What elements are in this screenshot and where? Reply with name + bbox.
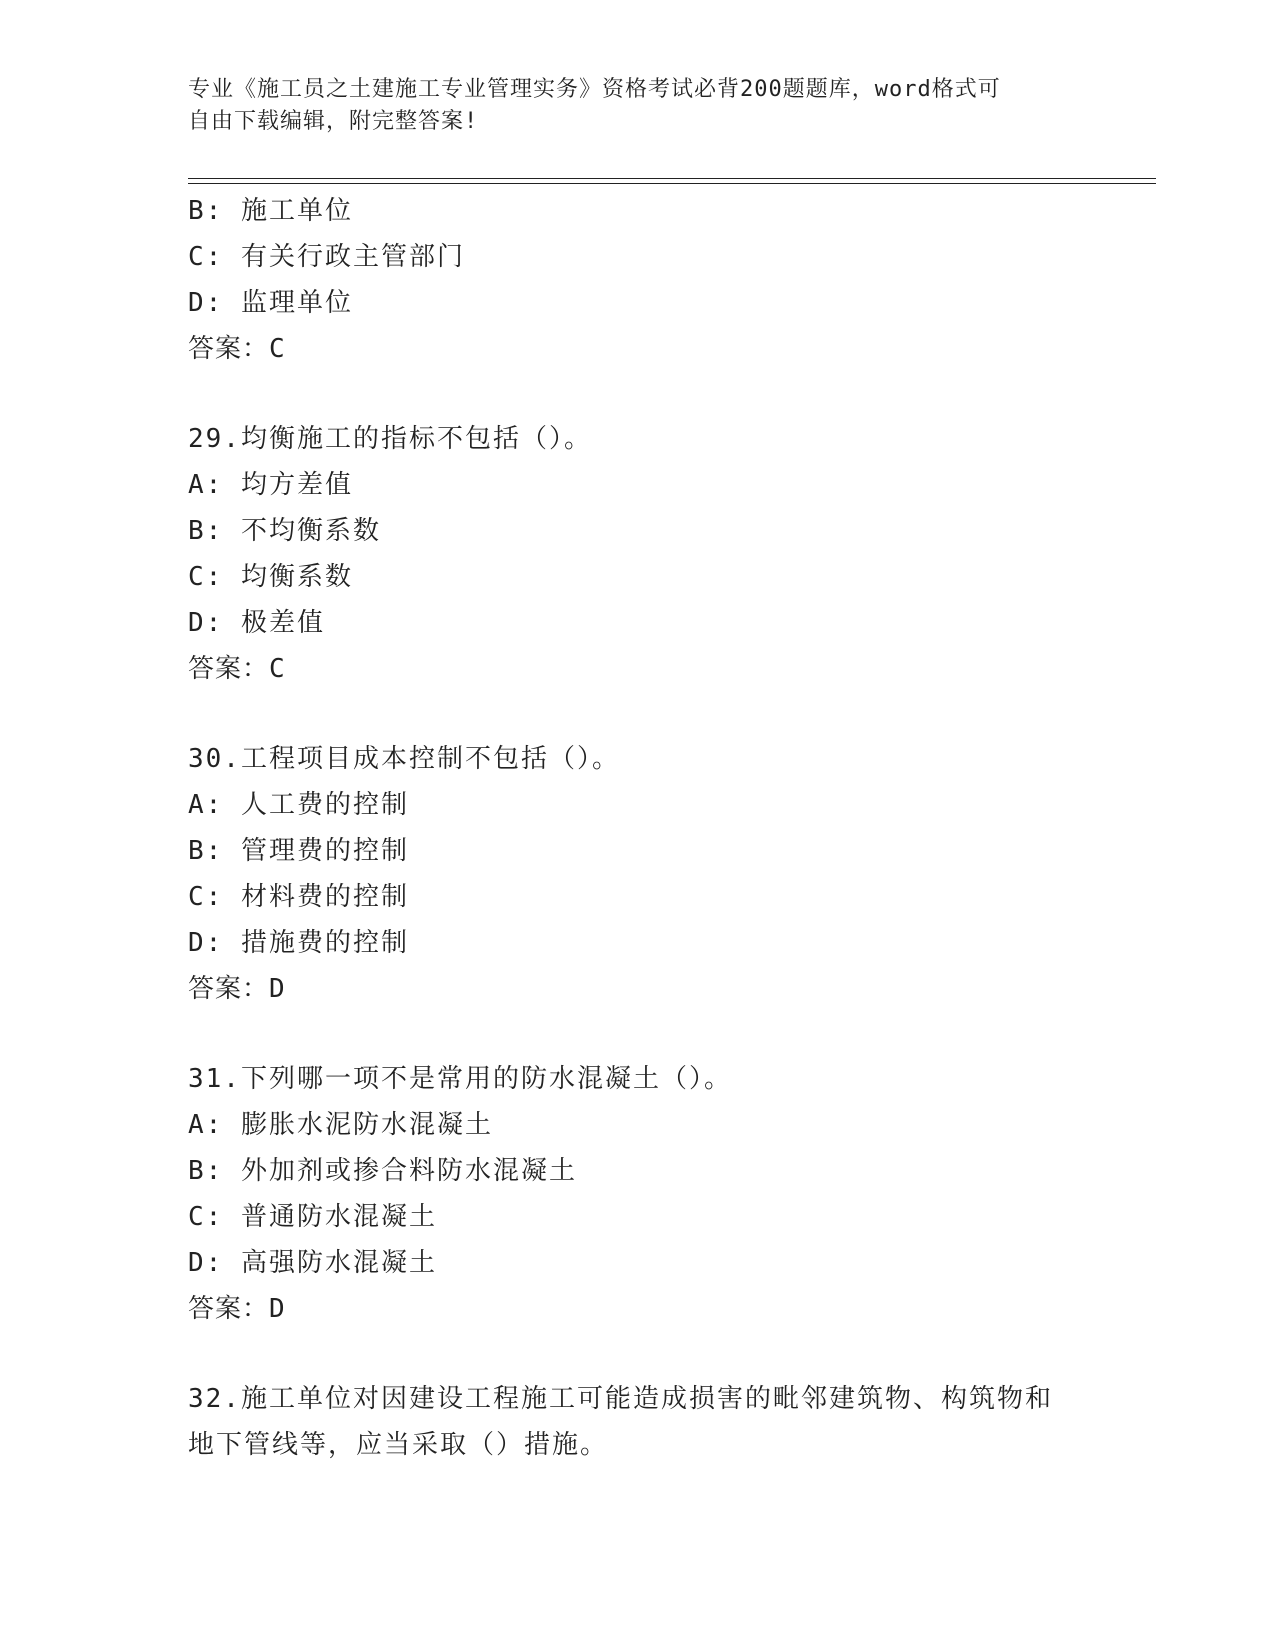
answer-line	[188, 966, 1088, 1012]
option-c: C: 普通防水混凝土	[188, 1202, 437, 1232]
header-rule-top	[188, 178, 1156, 179]
header-line-2: 自由下载编辑，附完整答案!	[188, 109, 479, 134]
question-text: 30.工程项目成本控制不包括（）。	[188, 744, 620, 774]
spacer	[188, 692, 1088, 736]
answer-line	[188, 646, 1088, 692]
spacer	[188, 1332, 1088, 1376]
question-29	[188, 416, 1088, 692]
option-d: D: 极差值	[188, 608, 325, 638]
question-31	[188, 1056, 1088, 1332]
question-text-line-2: 地下管线等，应当采取（）措施。	[188, 1430, 609, 1460]
answer-value: C	[269, 654, 286, 684]
answer-line	[188, 326, 1088, 372]
header-line-1: 专业《施工员之土建施工专业管理实务》资格考试必背200题题库，word格式可	[188, 77, 1001, 102]
spacer	[188, 372, 1088, 416]
option-a: A: 均方差值	[188, 470, 353, 500]
option-b: B: 外加剂或掺合料防水混凝土	[188, 1156, 577, 1186]
answer-value: C	[269, 334, 286, 364]
option-a: A: 膨胀水泥防水混凝土	[188, 1110, 493, 1140]
answer-label: 答案：	[188, 974, 270, 1004]
option-b: B: 管理费的控制	[188, 836, 409, 866]
question-list	[188, 188, 1088, 1468]
document-header	[188, 74, 1088, 138]
question-text: 29.均衡施工的指标不包括（）。	[188, 424, 592, 454]
option-d: D: 监理单位	[188, 288, 353, 318]
spacer	[188, 1012, 1088, 1056]
answer-label: 答案：	[188, 654, 270, 684]
option-d: D: 措施费的控制	[188, 928, 409, 958]
answer-label: 答案：	[188, 334, 270, 364]
question-30	[188, 736, 1088, 1012]
option-b: B: 不均衡系数	[188, 516, 381, 546]
question-text: 31.下列哪一项不是常用的防水混凝土（）。	[188, 1064, 732, 1094]
answer-line	[188, 1286, 1088, 1332]
question-28	[188, 188, 1088, 372]
question-text-line-1: 32.施工单位对因建设工程施工可能造成损害的毗邻建筑物、构筑物和	[188, 1384, 1053, 1414]
option-a: A: 人工费的控制	[188, 790, 409, 820]
option-d: D: 高强防水混凝土	[188, 1248, 437, 1278]
answer-value: D	[269, 974, 286, 1004]
option-c: C: 有关行政主管部门	[188, 242, 465, 272]
option-b: B: 施工单位	[188, 196, 353, 226]
option-c: C: 材料费的控制	[188, 882, 409, 912]
question-32	[188, 1376, 1088, 1468]
answer-label: 答案：	[188, 1294, 270, 1324]
option-c: C: 均衡系数	[188, 562, 353, 592]
header-rule-bottom	[188, 183, 1156, 184]
answer-value: D	[269, 1294, 286, 1324]
